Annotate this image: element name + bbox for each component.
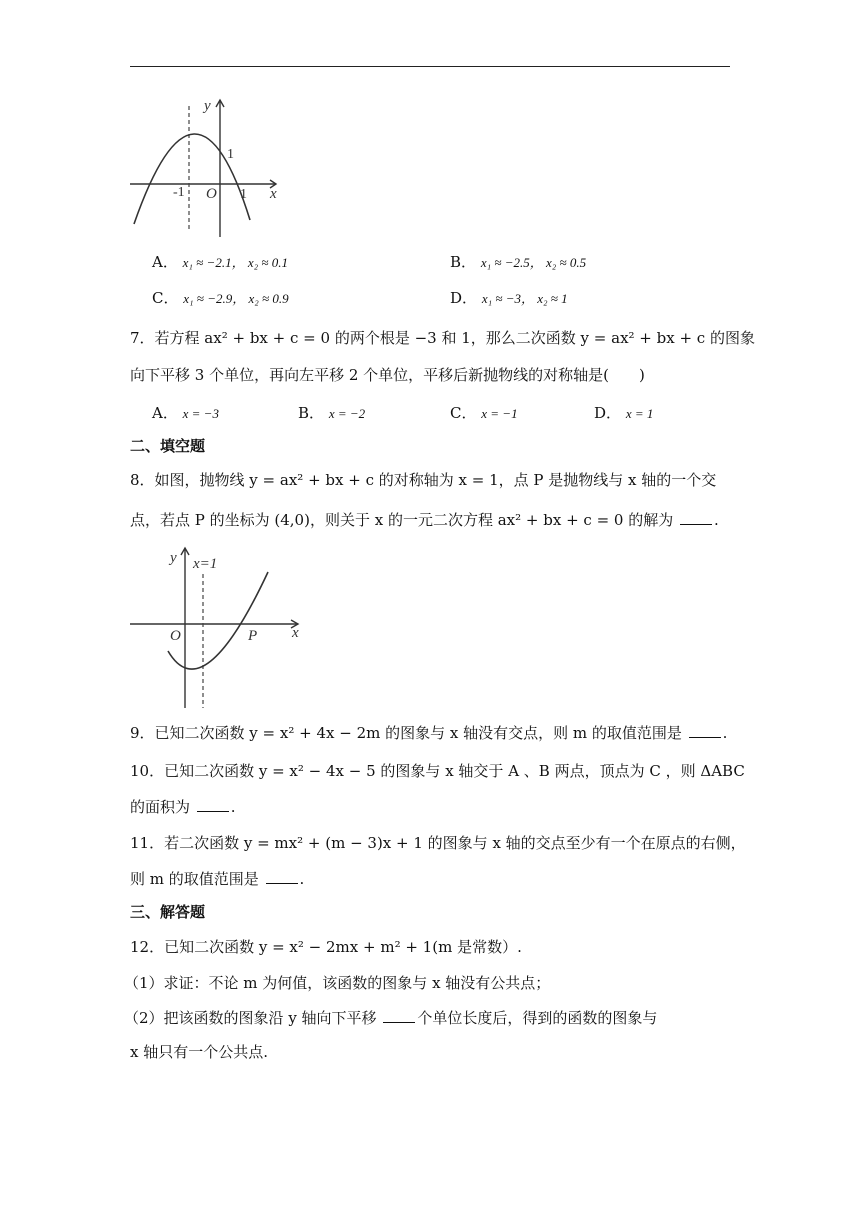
option-letter: A． (152, 253, 178, 271)
q6-option-d (450, 287, 568, 310)
option-letter: C． (152, 289, 179, 307)
option-math: x₁ ≈ −2.9， x₂ ≈ 0.9 (183, 291, 289, 306)
q7-line-2: 向下平移 3 个单位，再向左平移 2 个单位，平移后新抛物线的对称轴是( ) (130, 366, 645, 384)
label-1-y: 1 (227, 147, 234, 162)
q11-line-2-text: 则 m 的取值范围是 (130, 870, 259, 888)
point-p-label: P (248, 628, 258, 644)
q8-line-2 (130, 509, 719, 531)
q9-line (130, 722, 727, 744)
q6-option-a (152, 251, 288, 274)
q12-line-1: 12．已知二次函数 y = x² − 2mx + m² + 1(m 是常数）. (130, 938, 522, 956)
symmetry-axis-label: x=1 (193, 556, 218, 572)
option-math: x = −2 (328, 406, 366, 421)
label-1-x: 1 (240, 187, 247, 202)
q12-line-4: x 轴只有一个公共点. (130, 1043, 268, 1061)
label-minus1: -1 (173, 185, 185, 200)
answer-blank[interactable] (197, 797, 229, 812)
parabola-curve (168, 572, 268, 669)
y-axis-label: y (170, 550, 177, 566)
origin-label: O (170, 628, 181, 644)
answer-blank[interactable] (689, 723, 721, 738)
q8-line-2-text: 点，若点 P 的坐标为 (4,0)，则关于 x 的一元二次方程 ax² + bx + c = 0 的解为 (130, 511, 674, 529)
option-math: x₁ ≈ −3， x₂ ≈ 1 (481, 291, 568, 306)
q12-part-2-text-a: （2）把该函数的图象沿 y 轴向下平移 (124, 1009, 377, 1027)
parabola-graph-1 (126, 96, 286, 241)
option-letter: B． (298, 404, 325, 422)
origin-label: O (206, 186, 217, 202)
option-letter: D． (450, 289, 478, 307)
q6-option-c (152, 287, 289, 310)
option-math: x₁ ≈ −2.1， x₂ ≈ 0.1 (182, 255, 288, 270)
x-axis-label: x (270, 186, 277, 202)
x-axis-label: x (292, 625, 299, 641)
q6-option-b (450, 251, 586, 274)
q7-option-a (152, 402, 219, 425)
q12-part-2 (124, 1007, 657, 1029)
q7-option-b (298, 402, 365, 425)
q10-line-2-text: 的面积为 (130, 798, 191, 816)
answer-blank[interactable] (266, 869, 298, 884)
option-letter: D． (594, 404, 622, 422)
q10-line-2 (130, 796, 236, 818)
option-letter: C． (450, 404, 477, 422)
q7-option-d (594, 402, 653, 425)
q7-line-1: 7．若方程 ax² + bx + c = 0 的两个根是 −3 和 1，那么二次函数 y = ax² + bx + c 的图象 (130, 329, 755, 347)
answer-blank[interactable] (680, 510, 712, 525)
option-letter: B． (450, 253, 477, 271)
option-letter: A． (152, 404, 178, 422)
header-rule (130, 66, 730, 67)
q9-text: 9．已知二次函数 y = x² + 4x − 2m 的图象与 x 轴没有交点，则 m 的取值范围是 (130, 724, 682, 742)
option-math: x = −3 (182, 406, 219, 421)
section-heading-solve: 三、解答题 (130, 903, 206, 921)
section-heading-fill-in: 二、填空题 (130, 437, 206, 455)
q11-line-1: 11．若二次函数 y = mx² + (m − 3)x + 1 的图象与 x 轴的交点至少有一个在原点的右侧， (130, 834, 746, 852)
q11-line-2 (130, 868, 304, 890)
option-math: x₁ ≈ −2.5， x₂ ≈ 0.5 (480, 255, 587, 270)
option-math: x = 1 (625, 406, 654, 421)
q10-line-1: 10．已知二次函数 y = x² − 4x − 5 的图象与 x 轴交于 A 、B 两点，顶点为 C ，则 ΔABC (130, 762, 745, 780)
q12-part-2-text-b: 个单位长度后，得到的函数的图象与 (417, 1009, 658, 1027)
answer-blank[interactable] (383, 1008, 415, 1023)
q12-part-1: （1）求证：不论 m 为何值，该函数的图象与 x 轴没有公共点； (124, 974, 551, 992)
q11-period: . (299, 870, 305, 888)
q8-period: . (714, 511, 719, 529)
q10-period: . (230, 798, 236, 816)
parabola-graph-2 (126, 546, 306, 711)
q9-period: . (722, 724, 728, 742)
q7-option-c (450, 402, 518, 425)
option-math: x = −1 (481, 406, 518, 421)
q8-line-1: 8．如图，抛物线 y = ax² + bx + c 的对称轴为 x = 1，点 P 是抛物线与 x 轴的一个交 (130, 471, 717, 489)
y-axis-label: y (204, 98, 211, 114)
